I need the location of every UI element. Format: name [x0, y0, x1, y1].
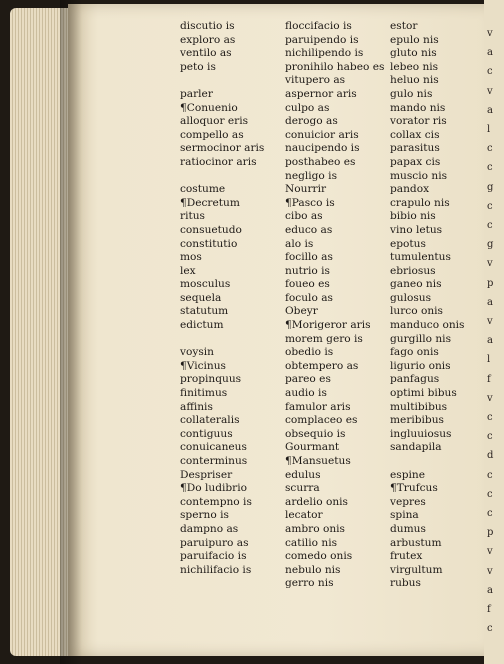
word-entry: contempno is: [180, 495, 252, 508]
word-entry: finitimus: [180, 387, 228, 400]
edge-fragment: c: [487, 623, 493, 635]
edge-fragment: g: [487, 181, 494, 193]
blank-line: [180, 333, 264, 347]
column-3: [390, 20, 465, 591]
edge-fragment: f: [487, 604, 491, 615]
word-entry: pronihilo habeo es: [285, 60, 385, 73]
word-entry: derogo as: [285, 115, 338, 128]
edge-fragment: v: [487, 258, 493, 270]
column-2: [285, 20, 384, 591]
edge-fragment: a: [487, 584, 493, 596]
word-entry: bibio nis: [390, 210, 436, 223]
word-entry: gulo nis: [390, 87, 433, 100]
edge-fragment: c: [487, 431, 493, 443]
word-entry: culpo as: [285, 101, 330, 114]
word-entry: gulosus: [390, 291, 432, 304]
word-entry: Despriser: [180, 468, 233, 481]
word-entry: muscio nis: [390, 169, 448, 182]
word-entry: virgultum: [390, 563, 443, 576]
edge-fragment: c: [487, 469, 493, 481]
edge-fragment: v: [487, 85, 493, 97]
edge-fragment: c: [487, 200, 493, 212]
word-entry: costume: [180, 183, 226, 196]
word-entry: audio is: [285, 387, 327, 400]
blank-line: [180, 74, 264, 88]
word-entry: focillo as: [285, 251, 333, 264]
edge-fragment: a: [487, 335, 493, 347]
word-entry: mos: [180, 251, 202, 264]
word-entry: obtempero as: [285, 359, 359, 372]
word-entry: edulus: [285, 468, 321, 481]
word-entry: ¶Trufcus: [390, 482, 438, 495]
word-entry: frutex: [390, 550, 423, 563]
word-entry: fago onis: [390, 346, 439, 359]
word-entry: catilio nis: [285, 536, 338, 549]
word-entry: nichilipendo is: [285, 47, 364, 60]
column-1: [180, 20, 264, 577]
word-entry: foueo es: [285, 278, 330, 291]
edge-fragment: c: [487, 66, 493, 78]
word-entry: propinquus: [180, 373, 242, 386]
word-entry: sperno is: [180, 509, 229, 522]
word-entry: epulo nis: [390, 33, 439, 46]
edge-fragment: c: [487, 220, 493, 231]
word-entry: Nourrir: [285, 183, 327, 196]
edge-fragment: v: [487, 565, 493, 577]
word-entry: paruipendo is: [285, 33, 359, 46]
edge-fragment: a: [487, 296, 493, 308]
word-entry: vepres: [390, 495, 426, 508]
word-entry: ¶Pasco is: [285, 196, 335, 209]
word-entry: scurra: [285, 482, 320, 495]
word-entry: lecator: [285, 509, 323, 522]
edge-fragment: a: [487, 104, 493, 116]
word-entry: heluo nis: [390, 74, 439, 87]
word-entry: nutrio is: [285, 264, 330, 277]
word-entry: Gourmant: [285, 441, 340, 454]
word-entry: collax cis: [390, 128, 440, 141]
word-entry: spina: [390, 509, 419, 522]
word-entry: complaceo es: [285, 414, 358, 427]
word-entry: ligurio onis: [390, 359, 451, 372]
word-entry: famulor aris: [285, 400, 351, 413]
word-entry: conterminus: [180, 455, 248, 467]
word-entry: edictum: [180, 319, 224, 332]
word-entry: collateralis: [180, 414, 240, 427]
edge-fragment: d: [487, 450, 494, 462]
word-entry: meribibus: [390, 414, 444, 427]
edge-fragment: c: [487, 488, 493, 500]
edge-fragment: c: [487, 143, 493, 155]
word-entry: conuicior aris: [285, 128, 359, 141]
word-entry: pandox: [390, 183, 430, 196]
word-entry: sermocinor aris: [180, 142, 265, 155]
word-entry: ¶Morigeror aris: [285, 319, 371, 332]
word-entry: consuetudo: [180, 223, 242, 236]
word-entry: ¶Do ludibrio: [180, 482, 247, 495]
word-entry: ¶Mansuetus: [285, 455, 351, 467]
edge-fragment: p: [487, 277, 494, 289]
word-entry: negligo is: [285, 169, 338, 182]
word-entry: ganeo nis: [390, 278, 442, 291]
word-entry: multibibus: [390, 400, 448, 413]
word-entry: arbustum: [390, 536, 442, 549]
word-entry: crapulo nis: [390, 196, 450, 209]
word-entry: ventilo as: [180, 47, 232, 60]
word-entry: cibo as: [285, 210, 323, 223]
word-entry: gurgillo nis: [390, 332, 452, 345]
word-entry: morem gero is: [285, 332, 363, 345]
word-entry: gerro nis: [285, 577, 334, 590]
word-entry: pareo es: [285, 373, 331, 386]
edge-fragment: v: [487, 316, 493, 327]
edge-fragment: g: [487, 239, 494, 251]
word-entry: floccifacio is: [285, 20, 352, 32]
edge-fragment: c: [487, 508, 493, 519]
word-entry: ebriosus: [390, 264, 436, 277]
edge-fragment: p: [487, 527, 494, 539]
word-entry: contiguus: [180, 427, 233, 440]
word-entry: manduco onis: [390, 319, 465, 332]
word-entry: dampno as: [180, 522, 239, 535]
word-entry: paruifacio is: [180, 550, 247, 563]
word-entry: alo is: [285, 237, 314, 250]
word-entry: peto is: [180, 60, 216, 73]
word-entry: obsequio is: [285, 427, 346, 440]
word-entry: sandapila: [390, 441, 442, 454]
right-page-edge: [484, 0, 504, 664]
word-entry: dumus: [390, 522, 426, 535]
word-entry: estor: [390, 20, 418, 32]
word-entry: compello as: [180, 128, 244, 141]
word-entry: aspernor aris: [285, 87, 357, 100]
word-entry: optimi bibus: [390, 387, 457, 400]
word-entry: Obeyr: [285, 305, 318, 318]
word-entry: ¶Vicinus: [180, 359, 226, 372]
word-entry: obedio is: [285, 346, 334, 359]
word-entry: gluto nis: [390, 47, 437, 60]
blank-line: [390, 455, 465, 469]
edge-fragment: a: [487, 47, 493, 59]
binding-shadow: [60, 0, 82, 664]
word-entry: parasitus: [390, 142, 440, 155]
word-entry: sequela: [180, 291, 222, 304]
edge-fragment: f: [487, 373, 491, 385]
word-entry: nebulo nis: [285, 563, 341, 576]
word-entry: vino letus: [390, 223, 443, 236]
word-entry: ¶Conuenio: [180, 101, 238, 114]
word-entry: statutum: [180, 305, 229, 318]
word-entry: lurco onis: [390, 305, 443, 318]
word-entry: alloquor eris: [180, 115, 249, 128]
edge-fragment: l: [487, 124, 491, 135]
word-entry: ambro onis: [285, 522, 345, 535]
word-entry: affinis: [180, 400, 213, 413]
word-entry: posthabeo es: [285, 155, 356, 168]
edge-fragment: c: [487, 162, 493, 174]
word-entry: discutio is: [180, 20, 235, 32]
word-entry: rubus: [390, 577, 421, 590]
blank-line: [180, 170, 264, 184]
word-entry: espine: [390, 468, 425, 481]
edge-fragment: v: [487, 546, 493, 558]
word-entry: vorator ris: [390, 115, 447, 128]
word-entry: conuicaneus: [180, 441, 247, 454]
word-entry: lebeo nis: [390, 60, 439, 73]
word-entry: epotus: [390, 237, 426, 250]
edge-fragment: v: [487, 28, 493, 39]
word-entry: ingluuiosus: [390, 427, 452, 440]
word-entry: tumulentus: [390, 251, 451, 264]
word-entry: ritus: [180, 210, 205, 223]
word-entry: ratiocinor aris: [180, 155, 257, 168]
word-entry: lex: [180, 264, 196, 277]
word-entry: comedo onis: [285, 550, 353, 563]
word-entry: vitupero as: [285, 74, 346, 87]
edge-fragment: c: [487, 412, 493, 423]
word-entry: constitutio: [180, 237, 238, 250]
word-entry: nichilifacio is: [180, 563, 252, 576]
word-entry: paruipuro as: [180, 536, 249, 549]
word-entry: mosculus: [180, 278, 231, 291]
word-entry: papax cis: [390, 155, 441, 168]
word-entry: ¶Decretum: [180, 196, 240, 209]
word-entry: voysin: [180, 346, 214, 359]
word-entry: exploro as: [180, 33, 236, 46]
word-entry: educo as: [285, 223, 333, 236]
word-entry: ardelio onis: [285, 495, 348, 508]
word-entry: foculo as: [285, 291, 333, 304]
word-entry: parler: [180, 87, 213, 100]
edge-fragment: v: [487, 392, 493, 404]
word-entry: mando nis: [390, 101, 446, 114]
word-entry: panfagus: [390, 373, 440, 386]
edge-fragment: l: [487, 354, 491, 366]
word-entry: naucipendo is: [285, 142, 360, 155]
